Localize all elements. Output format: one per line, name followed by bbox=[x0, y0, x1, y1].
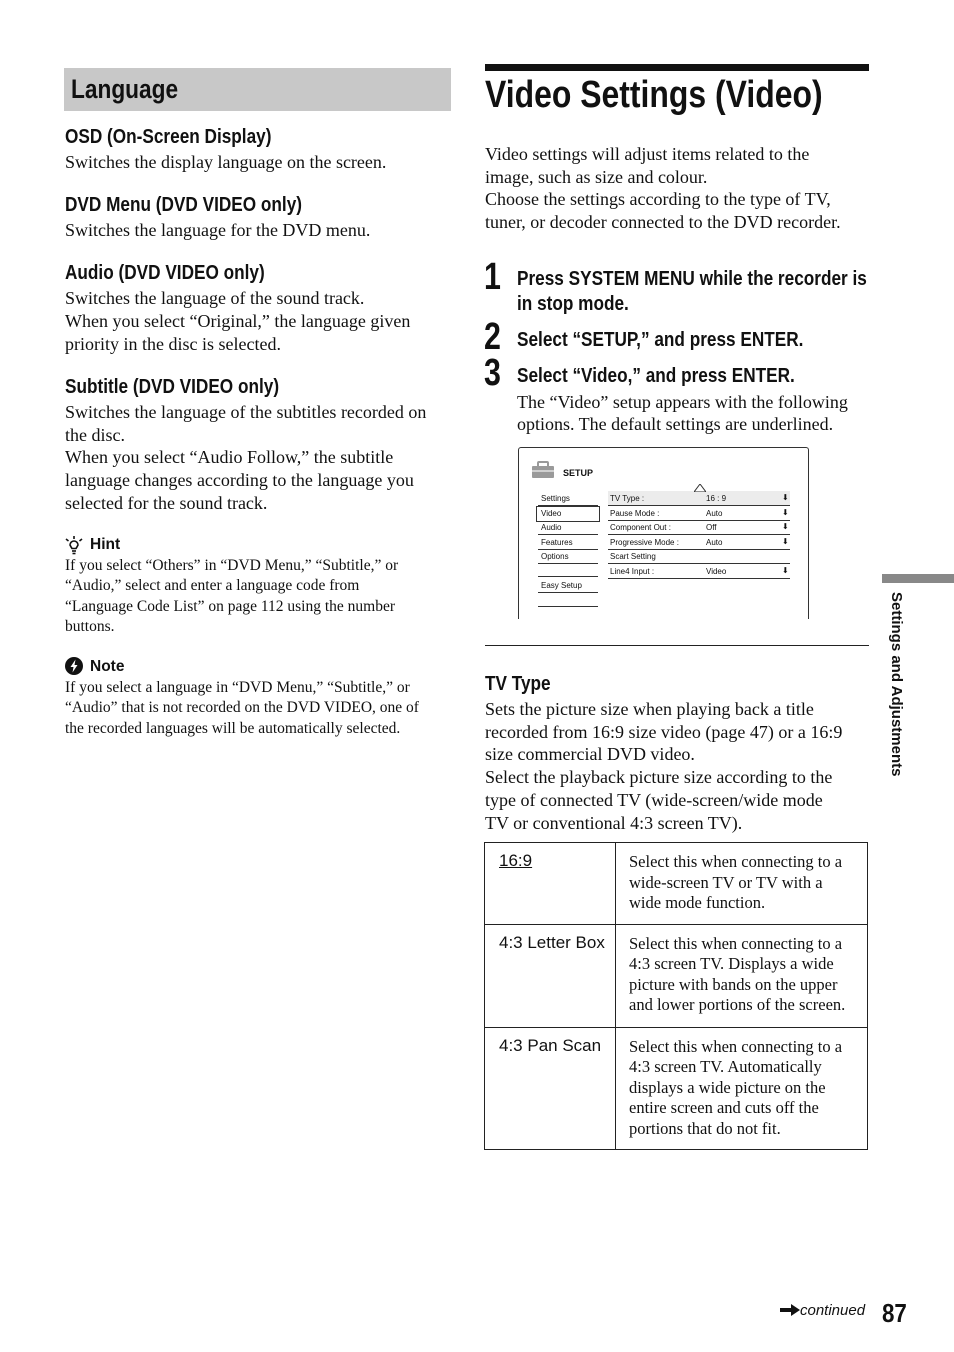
option-default-16-9: 16:9 bbox=[499, 851, 533, 870]
table-desc-cell: Select this when connecting to a 4:3 screen TV. Displays a wide picture with bands on the upper and lower portions of the screen. bbox=[616, 924, 868, 1027]
subtitle-text-5: selected for the sound track. bbox=[65, 493, 268, 513]
menu-item-settings: Settings bbox=[541, 494, 570, 503]
option-tv-type-label: TV Type : bbox=[610, 494, 645, 503]
arrow-down-icon: ⬇ bbox=[782, 537, 789, 546]
table-row bbox=[485, 924, 868, 1027]
audio-text-2: When you select “Original,” the language given bbox=[65, 311, 411, 331]
continued-label: continued bbox=[800, 1302, 866, 1319]
intro-text-2: image, such as size and colour. bbox=[485, 167, 708, 187]
step-3-number: 3 bbox=[484, 352, 501, 394]
option-pause-mode-value: Auto bbox=[706, 509, 723, 518]
menu-item-easy-setup: Easy Setup bbox=[541, 581, 582, 590]
intro-text-4: tuner, or decoder connected to the DVD recorder. bbox=[485, 212, 841, 232]
hint-text-1: If you select “Others” in “DVD Menu,” “Subtitle,” or bbox=[65, 557, 399, 574]
arrow-down-icon: ⬇ bbox=[782, 566, 789, 575]
step-1-text-1: Press SYSTEM MENU while the recorder is bbox=[517, 268, 867, 290]
step-2-text: Select “SETUP,” and press ENTER. bbox=[517, 329, 804, 351]
subtitle-text-1: Switches the language of the subtitles recorded on bbox=[65, 402, 427, 422]
note-text-2: “Audio” that is not recorded on the DVD VIDEO, one of bbox=[65, 699, 419, 716]
osd-heading: OSD (On-Screen Display) bbox=[65, 126, 272, 148]
note-icon bbox=[64, 656, 84, 676]
option-scart-setting-label: Scart Setting bbox=[610, 552, 656, 561]
option-tv-type-value: 16 : 9 bbox=[706, 494, 727, 503]
table-option-cell: 4:3 Letter Box bbox=[485, 924, 616, 1027]
step-2-number: 2 bbox=[484, 316, 501, 358]
subtitle-heading: Subtitle (DVD VIDEO only) bbox=[65, 376, 280, 398]
side-tab-label: Settings and Adjustments bbox=[888, 592, 905, 777]
option-component-out-value: Off bbox=[706, 523, 717, 532]
setup-header: SETUP bbox=[563, 468, 594, 478]
section-title-language: Language bbox=[71, 74, 179, 104]
option-component-out-label: Component Out : bbox=[610, 523, 671, 532]
note-text-1: If you select a language in “DVD Menu,” “Subtitle,” or bbox=[65, 679, 410, 696]
table-option-cell: 4:3 Pan Scan bbox=[485, 1027, 616, 1150]
step-3-text: Select “Video,” and press ENTER. bbox=[517, 365, 795, 387]
side-tab-bar bbox=[882, 574, 954, 583]
page-number: 87 bbox=[882, 1298, 907, 1328]
arrow-down-icon: ⬇ bbox=[782, 493, 789, 502]
setup-screen-illustration bbox=[518, 447, 809, 620]
table-row bbox=[485, 1027, 868, 1150]
title-rule bbox=[485, 64, 869, 71]
option-pause-mode-label: Pause Mode : bbox=[610, 509, 660, 518]
audio-heading: Audio (DVD VIDEO only) bbox=[65, 262, 265, 284]
tv-type-text-3: size commercial DVD video. bbox=[485, 744, 695, 764]
hint-text-3: “Language Code List” on page 112 using the number bbox=[65, 598, 396, 615]
subtitle-text-2: the disc. bbox=[65, 425, 125, 445]
dvd-menu-heading: DVD Menu (DVD VIDEO only) bbox=[65, 194, 302, 216]
option-line4-input-value: Video bbox=[706, 567, 727, 576]
table-row bbox=[485, 843, 868, 925]
audio-text-3: priority in the disc is selected. bbox=[65, 334, 281, 354]
lightbulb-icon bbox=[64, 535, 84, 555]
menu-item-options: Options bbox=[541, 552, 569, 561]
tv-type-heading: TV Type bbox=[485, 673, 551, 695]
tv-type-text-4: Select the playback picture size according to the bbox=[485, 767, 833, 787]
intro-text-3: Choose the settings according to the type of TV, bbox=[485, 189, 831, 209]
table-desc-cell: Select this when connecting to a 4:3 screen TV. Automatically displays a wide picture on the entire screen and cuts off the portions that do not fit. bbox=[616, 1027, 868, 1150]
tv-type-text-5: type of connected TV (wide-screen/wide mode bbox=[485, 790, 823, 810]
note-text-3: the recorded languages will be automatically selected. bbox=[65, 720, 401, 737]
tv-type-options-table bbox=[484, 842, 868, 1150]
menu-item-features: Features bbox=[541, 538, 573, 547]
toolbox-icon bbox=[531, 461, 555, 479]
step-1-number: 1 bbox=[484, 256, 501, 298]
step-3-detail-2: options. The default settings are underlined. bbox=[517, 414, 834, 434]
option-progressive-mode-value: Auto bbox=[706, 538, 723, 547]
section-divider bbox=[485, 645, 869, 646]
arrow-up-icon bbox=[694, 484, 706, 492]
dvd-menu-text: Switches the language for the DVD menu. bbox=[65, 220, 371, 240]
subtitle-text-3: When you select “Audio Follow,” the subtitle bbox=[65, 447, 394, 467]
audio-text-1: Switches the language of the sound track. bbox=[65, 288, 365, 308]
tv-type-text-6: TV or conventional 4:3 screen TV). bbox=[485, 813, 743, 833]
osd-text: Switches the display language on the screen. bbox=[65, 152, 387, 172]
table-desc-cell: Select this when connecting to a wide-screen TV or TV with a wide mode function. bbox=[616, 843, 868, 925]
intro-text-1: Video settings will adjust items related to the bbox=[485, 144, 810, 164]
hint-label: Hint bbox=[90, 536, 121, 553]
note-label: Note bbox=[90, 658, 125, 675]
arrow-right-icon bbox=[780, 1304, 800, 1316]
tv-type-text-2: recorded from 16:9 size video (page 47) or a 16:9 bbox=[485, 722, 843, 742]
hint-text-4: buttons. bbox=[65, 618, 115, 635]
table-option-cell bbox=[485, 843, 616, 925]
tv-type-text-1: Sets the picture size when playing back a title bbox=[485, 699, 814, 719]
arrow-down-icon: ⬇ bbox=[782, 508, 789, 517]
page-title: Video Settings (Video) bbox=[485, 74, 823, 116]
step-1-text-2: in stop mode. bbox=[517, 293, 629, 315]
menu-item-audio: Audio bbox=[541, 523, 562, 532]
arrow-down-icon: ⬇ bbox=[782, 522, 789, 531]
option-progressive-mode-label: Progressive Mode : bbox=[610, 538, 679, 547]
hint-text-2: “Audio,” select and enter a language code from bbox=[65, 577, 360, 594]
subtitle-text-4: language changes according to the language you bbox=[65, 470, 414, 490]
step-3-detail-1: The “Video” setup appears with the following bbox=[517, 392, 848, 412]
menu-item-video: Video bbox=[541, 509, 562, 518]
option-line4-input-label: Line4 Input : bbox=[610, 567, 655, 576]
